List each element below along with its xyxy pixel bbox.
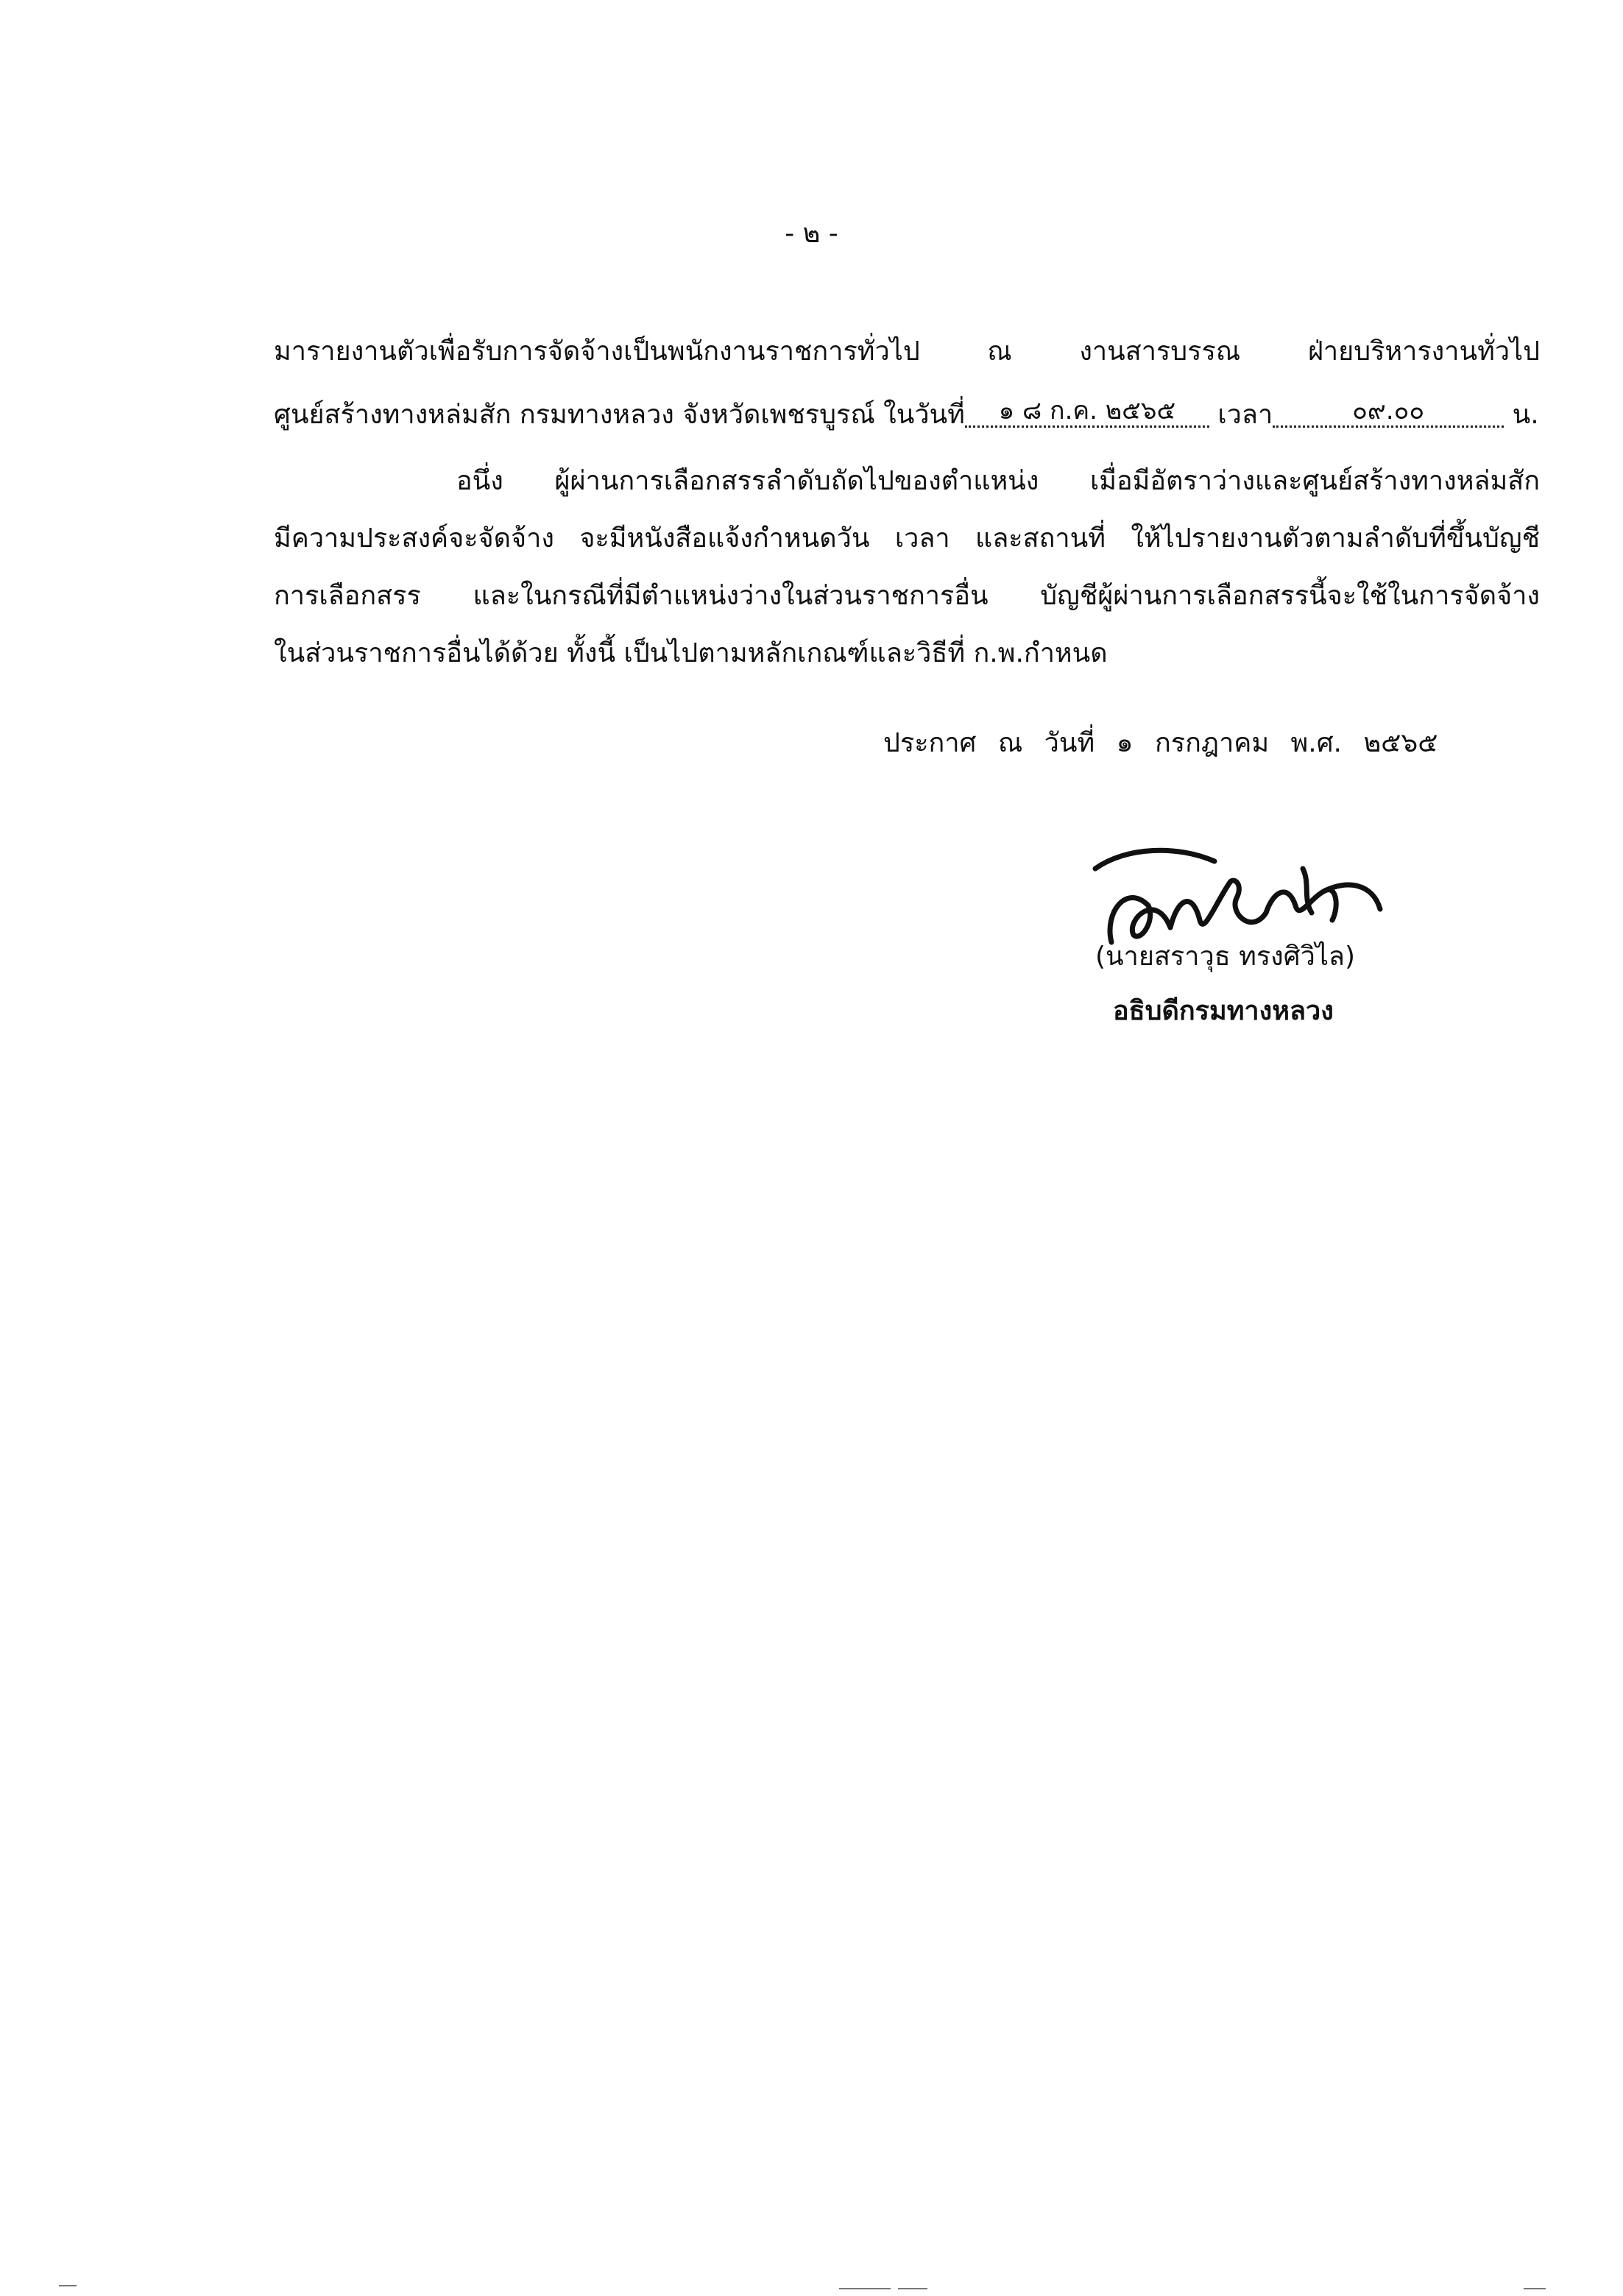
para2-line-4: ในส่วนราชการอื่นได้ด้วย ทั้งนี้ เป็นไปตามหลักเกณฑ์และวิธีที่ ก.พ.กำหนด <box>274 638 1108 668</box>
para2-line-3: การเลือกสรร และในกรณีที่มีตำแหน่งว่างในส่วนราชการอื่น บัญชีผู้ผ่านการเลือกสรรนี้จะใช้ในการจัดจ้าง <box>274 581 1540 611</box>
scan-speck <box>839 2288 891 2289</box>
page-number: - ๒ - <box>785 219 838 249</box>
report-time-fill: ๐๙.๐๐ <box>1273 396 1504 428</box>
body-line-2-prefix: ศูนย์สร้างทางหล่มสัก กรมทางหลวง จังหวัดเพชรบูรณ์ ในวันที่ <box>274 400 965 430</box>
report-date-fill: ๑ ๘ ก.ค. ๒๕๖๕ <box>965 396 1209 428</box>
para2-line-2: มีความประสงค์จะจัดจ้าง จะมีหนังสือแจ้งกำหนดวัน เวลา และสถานที่ ให้ไปรายงานตัวตามลำดับที่ขึ้นบัญชี <box>274 523 1540 554</box>
scan-speck <box>1524 2288 1546 2289</box>
body-line-2 <box>274 393 1540 437</box>
announcement-date-line: ประกาศ ณ วันที่ ๑ กรกฎาคม พ.ศ. ๒๕๖๕ <box>883 728 1438 758</box>
para2-line-1: อนึ่ง ผู้ผ่านการเลือกสรรลำดับถัดไปของตำแหน่ง เมื่อมีอัตราว่างและศูนย์สร้างทางหล่มสัก <box>456 466 1540 496</box>
signer-name: (นายสราวุธ ทรงศิวิไล) <box>1095 942 1356 972</box>
signer-title: อธิบดีกรมทางหลวง <box>1113 996 1334 1026</box>
time-label: เวลา <box>1217 400 1273 430</box>
scan-speck <box>898 2288 927 2289</box>
time-unit: น. <box>1512 400 1539 430</box>
body-line-1: มารายงานตัวเพื่อรับการจัดจ้างเป็นพนักงานราชการทั่วไป ณ งานสารบรรณ ฝ่ายบริหารงานทั่วไป <box>274 336 1540 367</box>
scan-speck <box>59 2285 77 2286</box>
